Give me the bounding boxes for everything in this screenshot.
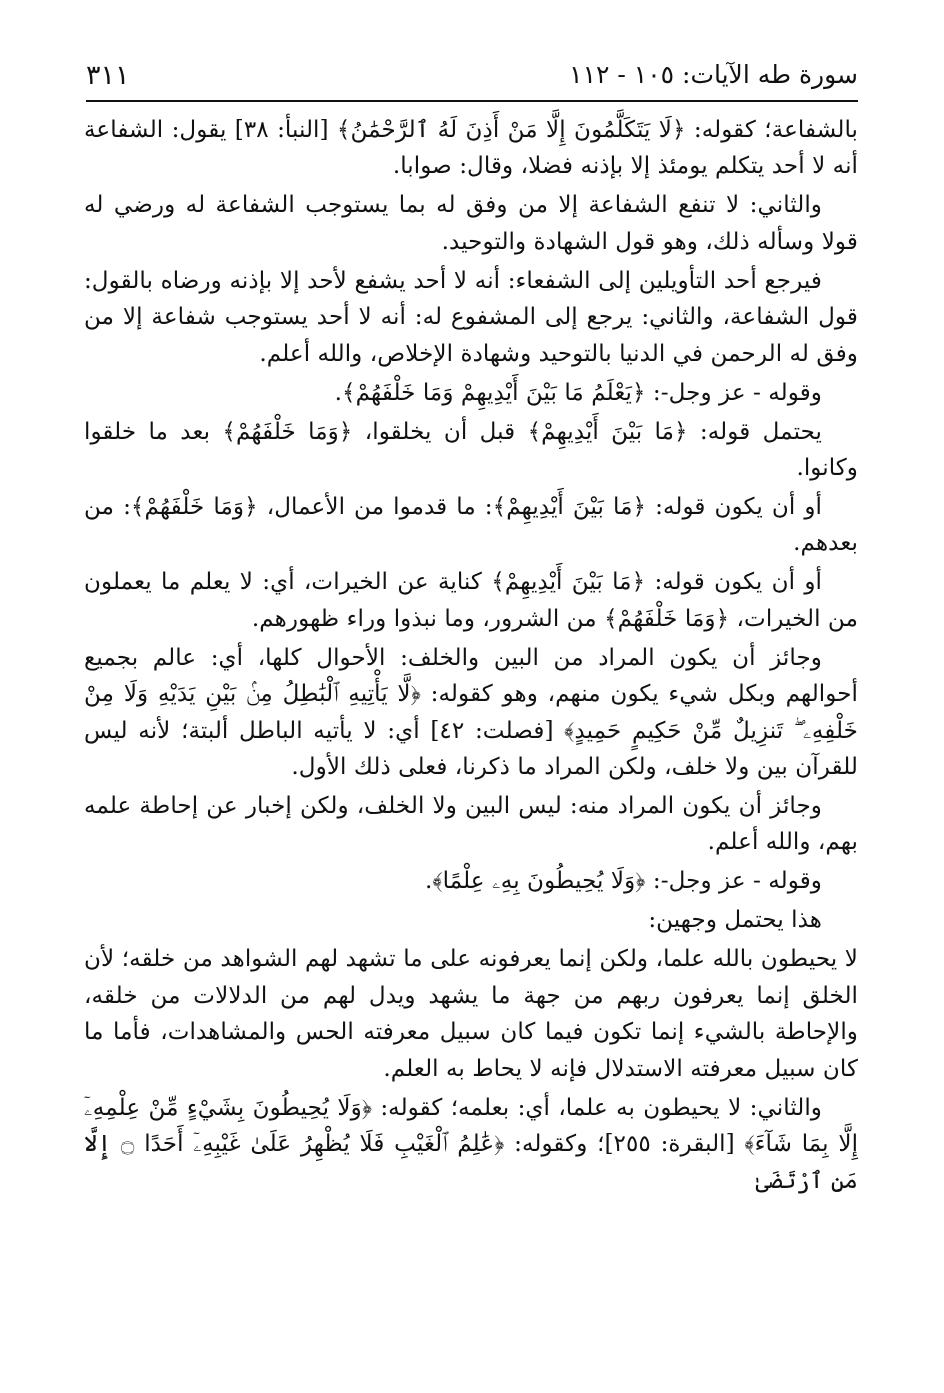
paragraph: وجائز أن يكون المراد منه: ليس البين ولا الخلف، ولكن إخبار عن إحاطة علمه بهم، والله أعلم. (84, 792, 858, 856)
paragraph: هذا يحتمل وجهين: (648, 906, 822, 934)
paragraph: وجائز أن يكون المراد من البين والخلف: الأحوال كلها، أي: عالم بجميع أحوالهم وبكل شيء يكون منهم، وهو كقوله: ﴿لَّا يَأْتِيهِ ٱلْبَٰطِلُ مِنۢ بَيْنِ يَدَيْهِ وَلَا مِنْ خَلْفِهِۦ ۖ تَنزِيلٌ مِّنْ حَكِيمٍ حَمِيدٍ﴾ [فصلت: ٤٢] أي: لا يأتيه الباطل ألبتة؛ لأنه ليس للقرآن بين ولا خلف، ولكن المراد ما ذكرنا، فعلى ذلك الأول. (84, 643, 859, 781)
paragraph: أو أن يكون قوله: ﴿مَا بَيْنَ أَيْدِيهِمْ﴾: ما قدموا من الأعمال، ﴿وَمَا خَلْفَهُمْ﴾: من بعدهم. (84, 493, 858, 557)
body-text (84, 112, 858, 1202)
paragraph: فيرجع أحد التأويلين إلى الشفعاء: أنه لا أحد يشفع لأحد إلا بإذنه ورضاه بالقول: قول الشفاعة، والثاني: يرجع إلى المشفوع له: أنه لا أحد يستوجب شفاعة إلا من وفق له الرحمن في الدنيا بالتوحيد وشهادة الإخلاص، والله أعلم. (84, 266, 858, 367)
page-number: ٣١١ (86, 60, 130, 91)
paragraph: والثاني: لا يحيطون به علما، أي: بعلمه؛ كقوله: ﴿وَلَا يُحِيطُونَ بِشَيْءٍ مِّنْ عِلْمِهِۦٓ إِلَّا بِمَا شَآءَ﴾ [البقرة: ٢٥٥]؛ وكقوله: ﴿عَٰلِمُ ٱلْغَيْبِ فَلَا يُظْهِرُ عَلَىٰ غَيْبِهِۦٓ أَحَدًا ۝ إِلَّا مَنِ ٱرْتَضَىٰ (84, 1093, 859, 1194)
header-title: سورة طه الآيات: ١٠٥ - ١١٢ (569, 60, 858, 89)
paragraph: لا يحيطون بالله علما، ولكن إنما يعرفونه على ما تشهد لهم الشواهد من خلقه؛ لأن الخلق إنما يعرفون ربهم من جهة ما يشهد ويدل لهم من الدلالات من خلقه، والإحاطة بالشيء إنما تكون فيما كان سبيل معرفته الحس والمشاهدات، فأما ما كان سبيل معرفته الاستدلال فإنه لا يحاط به العلم. (84, 945, 858, 1082)
running-header (86, 52, 858, 102)
paragraph: وقوله - عز وجل-: ﴿يَعْلَمُ مَا بَيْنَ أَيْدِيهِمْ وَمَا خَلْفَهُمْ﴾. (334, 378, 822, 406)
paragraph: يحتمل قوله: ﴿مَا بَيْنَ أَيْدِيهِمْ﴾ قبل أن يخلقوا، ﴿وَمَا خَلْفَهُمْ﴾ بعد ما خلقوا وكانوا. (84, 417, 858, 482)
paragraph: وقوله - عز وجل-: ﴿وَلَا يُحِيطُونَ بِهِۦ عِلْمًا﴾. (424, 867, 822, 895)
paragraph: أو أن يكون قوله: ﴿مَا بَيْنَ أَيْدِيهِمْ﴾ كناية عن الخيرات، أي: لا يعلم ما يعملون من الخيرات، ﴿وَمَا خَلْفَهُمْ﴾ من الشرور، وما نبذوا وراء ظهورهم. (84, 568, 858, 632)
paragraph: بالشفاعة؛ كقوله: ﴿لَا يَتَكَلَّمُونَ إِلَّا مَنْ أَذِنَ لَهُ ٱلرَّحْمَٰنُ﴾ [النبأ: ٣٨] يقول: الشفاعة أنه لا أحد يتكلم يومئذ إلا بإذنه فضلا، وقال: صوابا. (84, 116, 858, 180)
paragraph: والثاني: لا تنفع الشفاعة إلا من وفق له بما يستوجب الشفاعة له ورضي له قولا وسأله ذلك، وهو قول الشهادة والتوحيد. (84, 191, 858, 255)
